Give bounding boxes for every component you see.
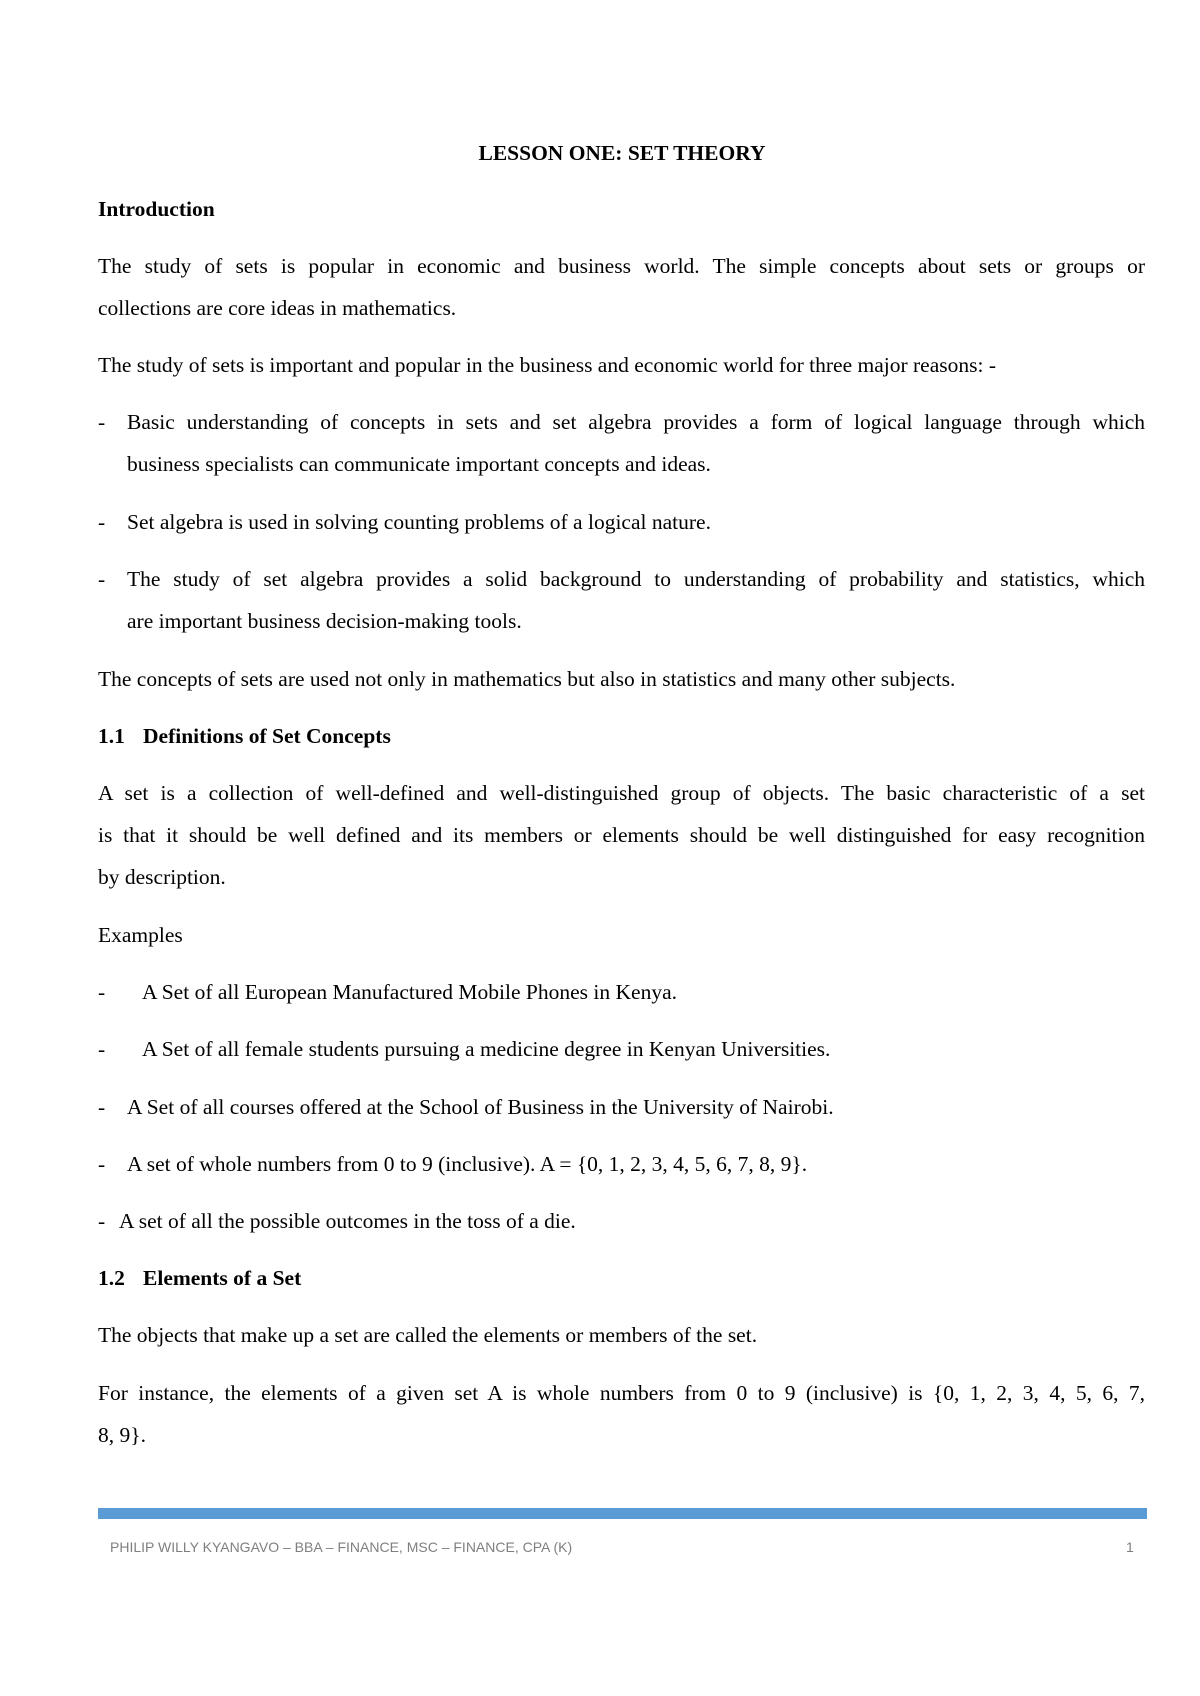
example-item: A set of whole numbers from 0 to 9 (inclusive). A = {0, 1, 2, 3, 4, 5, 6, 7, 8, 9}. [127, 1152, 808, 1176]
reason-1-line-1: Basic understanding of concepts in sets and set algebra provides a form of logical language through which [127, 410, 1145, 434]
reason-3-line-2: are important business decision-making tools. [127, 609, 522, 633]
elements-paragraph-2-line-1: For instance, the elements of a given set A is whole numbers from 0 to 9 (inclusive) is {0, 1, 2, 3, 4, 5, 6, 7, [98, 1381, 1145, 1405]
bullet-dash: - [98, 1095, 106, 1119]
reason-3-line-1: The study of set algebra provides a solid background to understanding of probability and statistics, which [127, 567, 1145, 591]
bullet-dash: - [98, 410, 106, 434]
example-item: A Set of all female students pursuing a medicine degree in Kenyan Universities. [142, 1037, 831, 1061]
section-1-2-heading: Elements of a Set [143, 1266, 302, 1290]
elements-paragraph-1: The objects that make up a set are called the elements or members of the set. [98, 1323, 758, 1347]
bullet-dash: - [98, 567, 106, 591]
bullet-dash: - [98, 1209, 106, 1233]
examples-label: Examples [98, 923, 183, 947]
footer-page-number: 1 [1126, 1539, 1134, 1555]
example-item: A set of all the possible outcomes in the toss of a die. [119, 1209, 576, 1233]
section-1-1-number: 1.1 [98, 724, 125, 748]
intro-paragraph-1-line-1: The study of sets is popular in economic and business world. The simple concepts about sets or groups or [98, 254, 1145, 278]
definition-line-3: by description. [98, 865, 226, 889]
definition-line-1: A set is a collection of well-defined and well-distinguished group of objects. The basic characteristic of a set [98, 781, 1145, 805]
lesson-title: LESSON ONE: SET THEORY [478, 141, 766, 165]
footer-author: PHILIP WILLY KYANGAVO – BBA – FINANCE, MSC – FINANCE, CPA (K) [110, 1539, 573, 1555]
bullet-dash: - [98, 510, 106, 534]
example-item: A Set of all courses offered at the School of Business in the University of Nairobi. [127, 1095, 834, 1119]
definition-line-2: is that it should be well defined and its members or elements should be well distinguished for easy recognition [98, 823, 1145, 847]
footer-rule [98, 1508, 1147, 1519]
section-1-1-heading: Definitions of Set Concepts [143, 724, 391, 748]
intro-paragraph-1-line-2: collections are core ideas in mathematics. [98, 296, 457, 320]
intro-paragraph-2: The study of sets is important and popular in the business and economic world for three major reasons: - [98, 353, 997, 377]
introduction-heading: Introduction [98, 197, 215, 221]
example-item: A Set of all European Manufactured Mobile Phones in Kenya. [142, 980, 677, 1004]
reason-1-line-2: business specialists can communicate important concepts and ideas. [127, 452, 711, 476]
intro-paragraph-3: The concepts of sets are used not only in mathematics but also in statistics and many other subjects. [98, 667, 956, 691]
elements-paragraph-2-line-2: 8, 9}. [98, 1423, 146, 1447]
reason-2: Set algebra is used in solving counting problems of a logical nature. [127, 510, 711, 534]
bullet-dash: - [98, 1152, 106, 1176]
section-1-2-number: 1.2 [98, 1266, 125, 1290]
bullet-dash: - [98, 1037, 106, 1061]
bullet-dash: - [98, 980, 106, 1004]
